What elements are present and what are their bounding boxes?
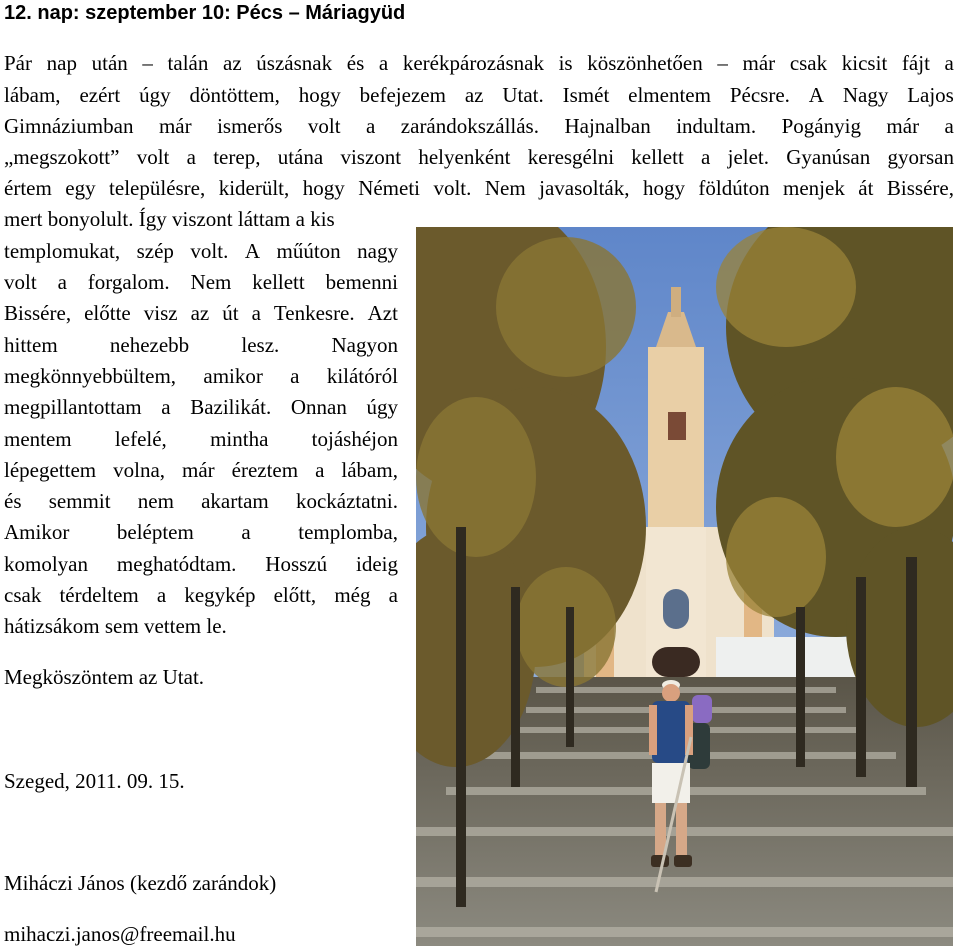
word: – [717,51,728,75]
word: Bissére, [4,301,72,325]
author-email: mihaczi.janos@freemail.hu [4,922,236,946]
word: Azt [367,301,398,325]
word: hogy [302,176,345,200]
word: értem [4,176,52,200]
word: nap [46,51,77,75]
word: bemenni [325,270,398,294]
word: hogy [298,83,341,107]
word: elmentem [628,83,711,107]
word: a [944,51,954,75]
word: menjek [783,176,845,200]
word: Hajnalban [564,114,651,138]
paragraph-line [4,236,398,266]
word: nehezebb [109,333,190,357]
word: keresgélni [527,145,615,169]
word: éreztem [231,458,299,482]
word: – [142,51,153,75]
paragraph-line [4,486,398,516]
word: Gimnáziumban [4,114,134,138]
word: Tenkesre. [273,301,355,325]
word: ezért [79,83,121,107]
word: kellett [252,270,305,294]
author-signature: Miháczi János (kezdő zarándok) [4,871,277,895]
word: már [886,114,920,138]
word: úszásnak [256,51,333,75]
word: hogy [642,176,685,200]
word: Pogányig [781,114,861,138]
word: javasolták, [539,176,630,200]
word: volt. [190,239,229,263]
word: és [346,51,365,75]
word: a [251,301,261,325]
word: át [858,176,874,200]
word: ismerős [217,114,283,138]
paragraph-line [4,111,954,141]
word: a [388,583,398,607]
word: Nagy [842,83,889,107]
word: mentem [4,427,72,451]
word: az [464,83,484,107]
word: zarándokszállás. [400,114,539,138]
paragraph-line [4,142,954,172]
word: az [223,51,242,75]
word: viszont [340,145,402,169]
word: Nagyon [331,333,398,357]
word: volt [4,270,37,294]
word: Utat. [502,83,544,107]
word: Bissére, [886,176,954,200]
word: a [186,145,196,169]
word: komolyan [4,552,88,576]
word: út [222,301,239,325]
word: volt. [433,176,472,200]
word: Pécsre. [729,83,790,107]
word: egy [65,176,96,200]
word: Nem [190,270,232,294]
word: befejezem [359,83,446,107]
word: az [190,301,210,325]
word: és [4,489,22,513]
paragraph-line [4,298,398,328]
word: nagy [357,239,398,263]
paragraph-line [4,173,954,203]
word: kegykép [184,583,256,607]
paragraph-line [4,80,954,110]
word: lépegettem [4,458,97,482]
paragraph-line [4,517,398,547]
word: a [701,145,711,169]
document-heading: 12. nap: szeptember 10: Pécs – Máriagyüd [4,2,406,24]
word: még [334,583,371,607]
word: már [742,51,776,75]
word: Hosszú [265,552,328,576]
word: lábam, [341,458,398,482]
word: Bazilikát. [190,395,272,419]
word: A [244,239,260,263]
word: a [290,364,300,388]
word: forgalom. [87,270,170,294]
word: Gyanúsan [786,145,871,169]
word: megkönnyebbültem, [4,364,177,388]
word: gyorsan [887,145,954,169]
word: műúton [276,239,341,263]
word: a [241,520,251,544]
paragraph-line [4,580,398,610]
word: után [91,51,128,75]
word: a [156,583,167,607]
word: volt [136,145,170,169]
word: döntöttem, [189,83,280,107]
word: is [558,51,573,75]
word: Pár [4,51,32,75]
word: volna, [113,458,166,482]
word: már [158,114,192,138]
word: Onnan [290,395,347,419]
word: templomba, [298,520,398,544]
word: ideig [355,552,398,576]
paragraph-line [4,549,398,579]
word: csak [789,51,828,75]
paragraph-line [4,330,398,360]
word: kicsit [841,51,888,75]
word: a [944,114,954,138]
word: beléptem [116,520,194,544]
word: nem [137,489,174,513]
word: hittem [4,333,58,357]
word: a [315,458,325,482]
word: talán [167,51,209,75]
word: a [366,114,376,138]
word: indultam. [676,114,757,138]
paragraph-line [4,361,398,391]
word: előtt, [273,583,317,607]
word: földúton [698,176,770,200]
paragraph-line: mert bonyolult. Így viszont láttam a kis [4,207,335,231]
paragraph-line [4,392,398,422]
word: térdeltem [59,583,139,607]
word: úgy [139,83,171,107]
word: amikor [203,364,263,388]
word: úgy [366,395,398,419]
word: „megszokott” [4,145,120,169]
word: Amikor [4,520,70,544]
word: csak [4,583,42,607]
word: Németi [358,176,420,200]
word: visz [143,301,178,325]
word: terep, [213,145,261,169]
word: a [378,51,389,75]
word: településre, [109,176,206,200]
word: kilátóról [326,364,398,388]
word: Ismét [562,83,610,107]
place-date: Szeged, 2011. 09. 15. [4,769,185,793]
word: jelet. [727,145,770,169]
word: utána [277,145,324,169]
word: fájt [901,51,930,75]
word: tojáshéjon [311,427,398,451]
word: lábam, [4,83,61,107]
word: szép [136,239,174,263]
word: mintha [210,427,269,451]
word: a [57,270,67,294]
word: előtte [84,301,131,325]
basilica-photo [416,227,953,946]
word: Nem [484,176,526,200]
paragraph-line [4,424,398,454]
word: már [182,458,215,482]
word: a [161,395,171,419]
paragraph-line: hátizsákom sem vettem le. [4,614,227,638]
word: semmit [48,489,111,513]
word: kerékpározásnak [402,51,544,75]
word: meghatódtam. [116,552,237,576]
closing-line: Megköszöntem az Utat. [4,665,205,689]
word: helyenként [418,145,511,169]
word: kellett [631,145,684,169]
word: Lajos [907,83,954,107]
word: kiderült, [218,176,290,200]
word: lefelé, [114,427,167,451]
paragraph-line [4,48,954,78]
paragraph-line [4,267,398,297]
word: lesz. [241,333,280,357]
word: A [808,83,824,107]
word: volt [307,114,341,138]
word: megpillantottam [4,395,142,419]
word: köszönhetően [587,51,703,75]
word: akartam [201,489,269,513]
word: kockáztatni. [295,489,398,513]
word: templomukat, [4,239,121,263]
paragraph-line [4,455,398,485]
